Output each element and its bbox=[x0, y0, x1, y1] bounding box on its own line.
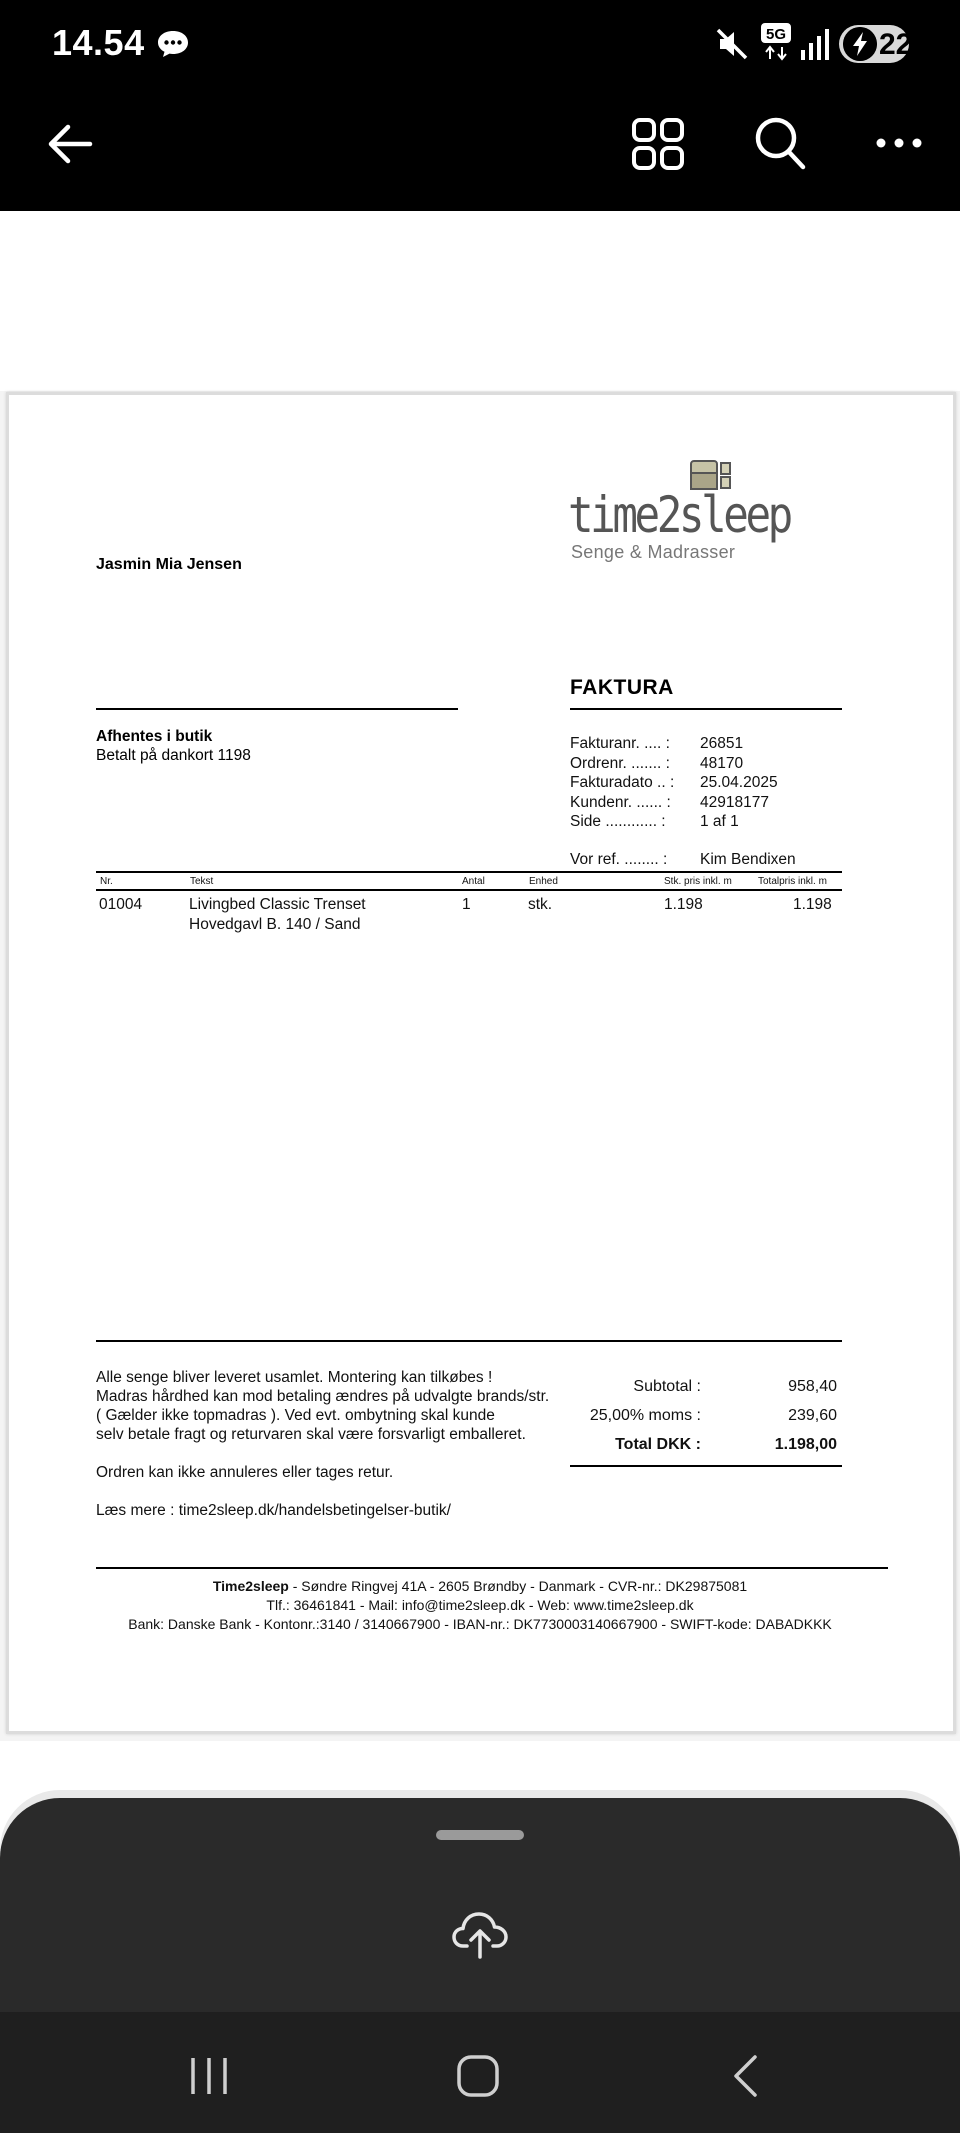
note-line: Madras hårdhed kan mod betaling ændres på udvalgte brands/str. bbox=[96, 1388, 550, 1405]
footer-company: Time2sleep bbox=[212, 1578, 289, 1594]
mute-icon bbox=[714, 26, 750, 62]
arrow-left-icon[interactable] bbox=[44, 118, 96, 170]
vat-label: 25,00% moms : bbox=[589, 1407, 701, 1424]
footer-divider bbox=[96, 1567, 888, 1569]
signal-icon bbox=[800, 28, 830, 60]
col-header-unit-price: Stk. pris inkl. m bbox=[664, 876, 732, 887]
notes-divider bbox=[96, 1340, 842, 1342]
network-label: 5G bbox=[765, 26, 787, 43]
terms-link[interactable]: Læs mere : time2sleep.dk/handelsbetingelser-butik/ bbox=[96, 1502, 451, 1519]
more-dots-icon[interactable] bbox=[874, 128, 924, 158]
home-icon[interactable] bbox=[456, 2054, 500, 2098]
table-header-rule bbox=[96, 889, 842, 891]
col-header-nr: Nr. bbox=[100, 876, 113, 887]
chat-bubble-icon bbox=[157, 30, 189, 58]
address-divider bbox=[96, 708, 458, 710]
meta-label: Kundenr. ...... : bbox=[570, 793, 671, 811]
meta-label: Fakturadato .. : bbox=[570, 774, 675, 791]
status-bar bbox=[0, 0, 960, 88]
battery-indicator bbox=[839, 25, 913, 63]
brand-tagline: Senge & Madrasser bbox=[571, 542, 736, 562]
viewer-toolbar bbox=[0, 88, 960, 211]
row-qty: 1 bbox=[462, 896, 471, 913]
table-top-rule bbox=[96, 871, 842, 873]
invoice-page[interactable] bbox=[6, 392, 956, 1734]
nav-back-icon[interactable] bbox=[730, 2054, 760, 2098]
footer-company-line bbox=[0, 1578, 960, 1594]
title-divider bbox=[570, 708, 842, 710]
meta-value: 26851 bbox=[700, 735, 744, 752]
brand-logo: time2sleep bbox=[568, 486, 790, 544]
row-total-price: 1.198 bbox=[793, 896, 832, 913]
total-rule bbox=[570, 1465, 842, 1467]
footer-address: - Søndre Ringvej 41A - 2605 Brøndby - Danmark - CVR-nr.: DK29875081 bbox=[288, 1578, 748, 1594]
sheet-drag-handle[interactable] bbox=[436, 1830, 524, 1840]
meta-value: 25.04.2025 bbox=[700, 774, 778, 791]
subtotal-value: 958,40 bbox=[788, 1378, 837, 1395]
network-5g-icon bbox=[760, 22, 792, 62]
meta-value: 48170 bbox=[700, 754, 744, 772]
cancellation-note: Ordren kan ikke annuleres eller tages retur. bbox=[96, 1464, 394, 1481]
col-header-qty: Antal bbox=[462, 876, 485, 887]
total-label: Total DKK : bbox=[615, 1436, 701, 1453]
meta-label: Ordrenr. ....... : bbox=[570, 754, 670, 772]
battery-level: 22 bbox=[879, 28, 913, 61]
grid-icon[interactable] bbox=[630, 116, 686, 172]
payment-info: Betalt på dankort 1198 bbox=[96, 747, 251, 764]
recents-icon[interactable] bbox=[188, 2056, 230, 2096]
meta-value: Kim Bendixen bbox=[700, 851, 796, 868]
vat-value: 239,60 bbox=[788, 1407, 837, 1424]
cloud-upload-icon[interactable] bbox=[452, 1908, 508, 1960]
subtotal-label: Subtotal : bbox=[633, 1378, 701, 1395]
col-header-unit: Enhed bbox=[529, 876, 558, 887]
row-nr: 01004 bbox=[99, 896, 143, 913]
total-value: 1.198,00 bbox=[774, 1436, 837, 1453]
meta-value: 1 af 1 bbox=[700, 813, 739, 830]
note-line: ( Gælder ikke topmadras ). Ved evt. ombytning skal kunde bbox=[96, 1407, 495, 1424]
charging-bolt-icon bbox=[843, 27, 877, 61]
footer-contact-line: Tlf.: 36461841 - Mail: info@time2sleep.dk - Web: www.time2sleep.dk bbox=[266, 1597, 694, 1613]
customer-name: Jasmin Mia Jensen bbox=[96, 556, 242, 573]
invoice-title: FAKTURA bbox=[570, 676, 674, 699]
meta-label: Vor ref. ........ : bbox=[570, 851, 668, 868]
search-icon[interactable] bbox=[752, 114, 808, 172]
meta-label: Fakturanr. .... : bbox=[570, 735, 670, 752]
col-header-total-price: Totalpris inkl. m bbox=[758, 876, 827, 887]
row-unit: stk. bbox=[528, 896, 553, 913]
note-line: Alle senge bliver leveret usamlet. Montering kan tilkøbes ! bbox=[96, 1369, 493, 1386]
row-text: Livingbed Classic Trenset bbox=[189, 896, 366, 913]
row-unit-price: 1.198 bbox=[664, 896, 703, 913]
col-header-text: Tekst bbox=[190, 876, 214, 887]
meta-value: 42918177 bbox=[700, 793, 769, 811]
viewer-top-area bbox=[0, 211, 960, 391]
footer-bank-line: Bank: Danske Bank - Kontonr.:3140 / 3140667900 - IBAN-nr.: DK7730003140667900 - SWIFT-kode: DABADKKK bbox=[128, 1616, 832, 1632]
delivery-method: Afhentes i butik bbox=[96, 728, 213, 745]
meta-label: Side ............ : bbox=[570, 813, 666, 830]
clock: 14.54 bbox=[52, 22, 145, 63]
row-text-line2: Hovedgavl B. 140 / Sand bbox=[189, 916, 361, 933]
note-line: selv betale fragt og returvaren skal være forsvarligt emballeret. bbox=[96, 1426, 526, 1443]
